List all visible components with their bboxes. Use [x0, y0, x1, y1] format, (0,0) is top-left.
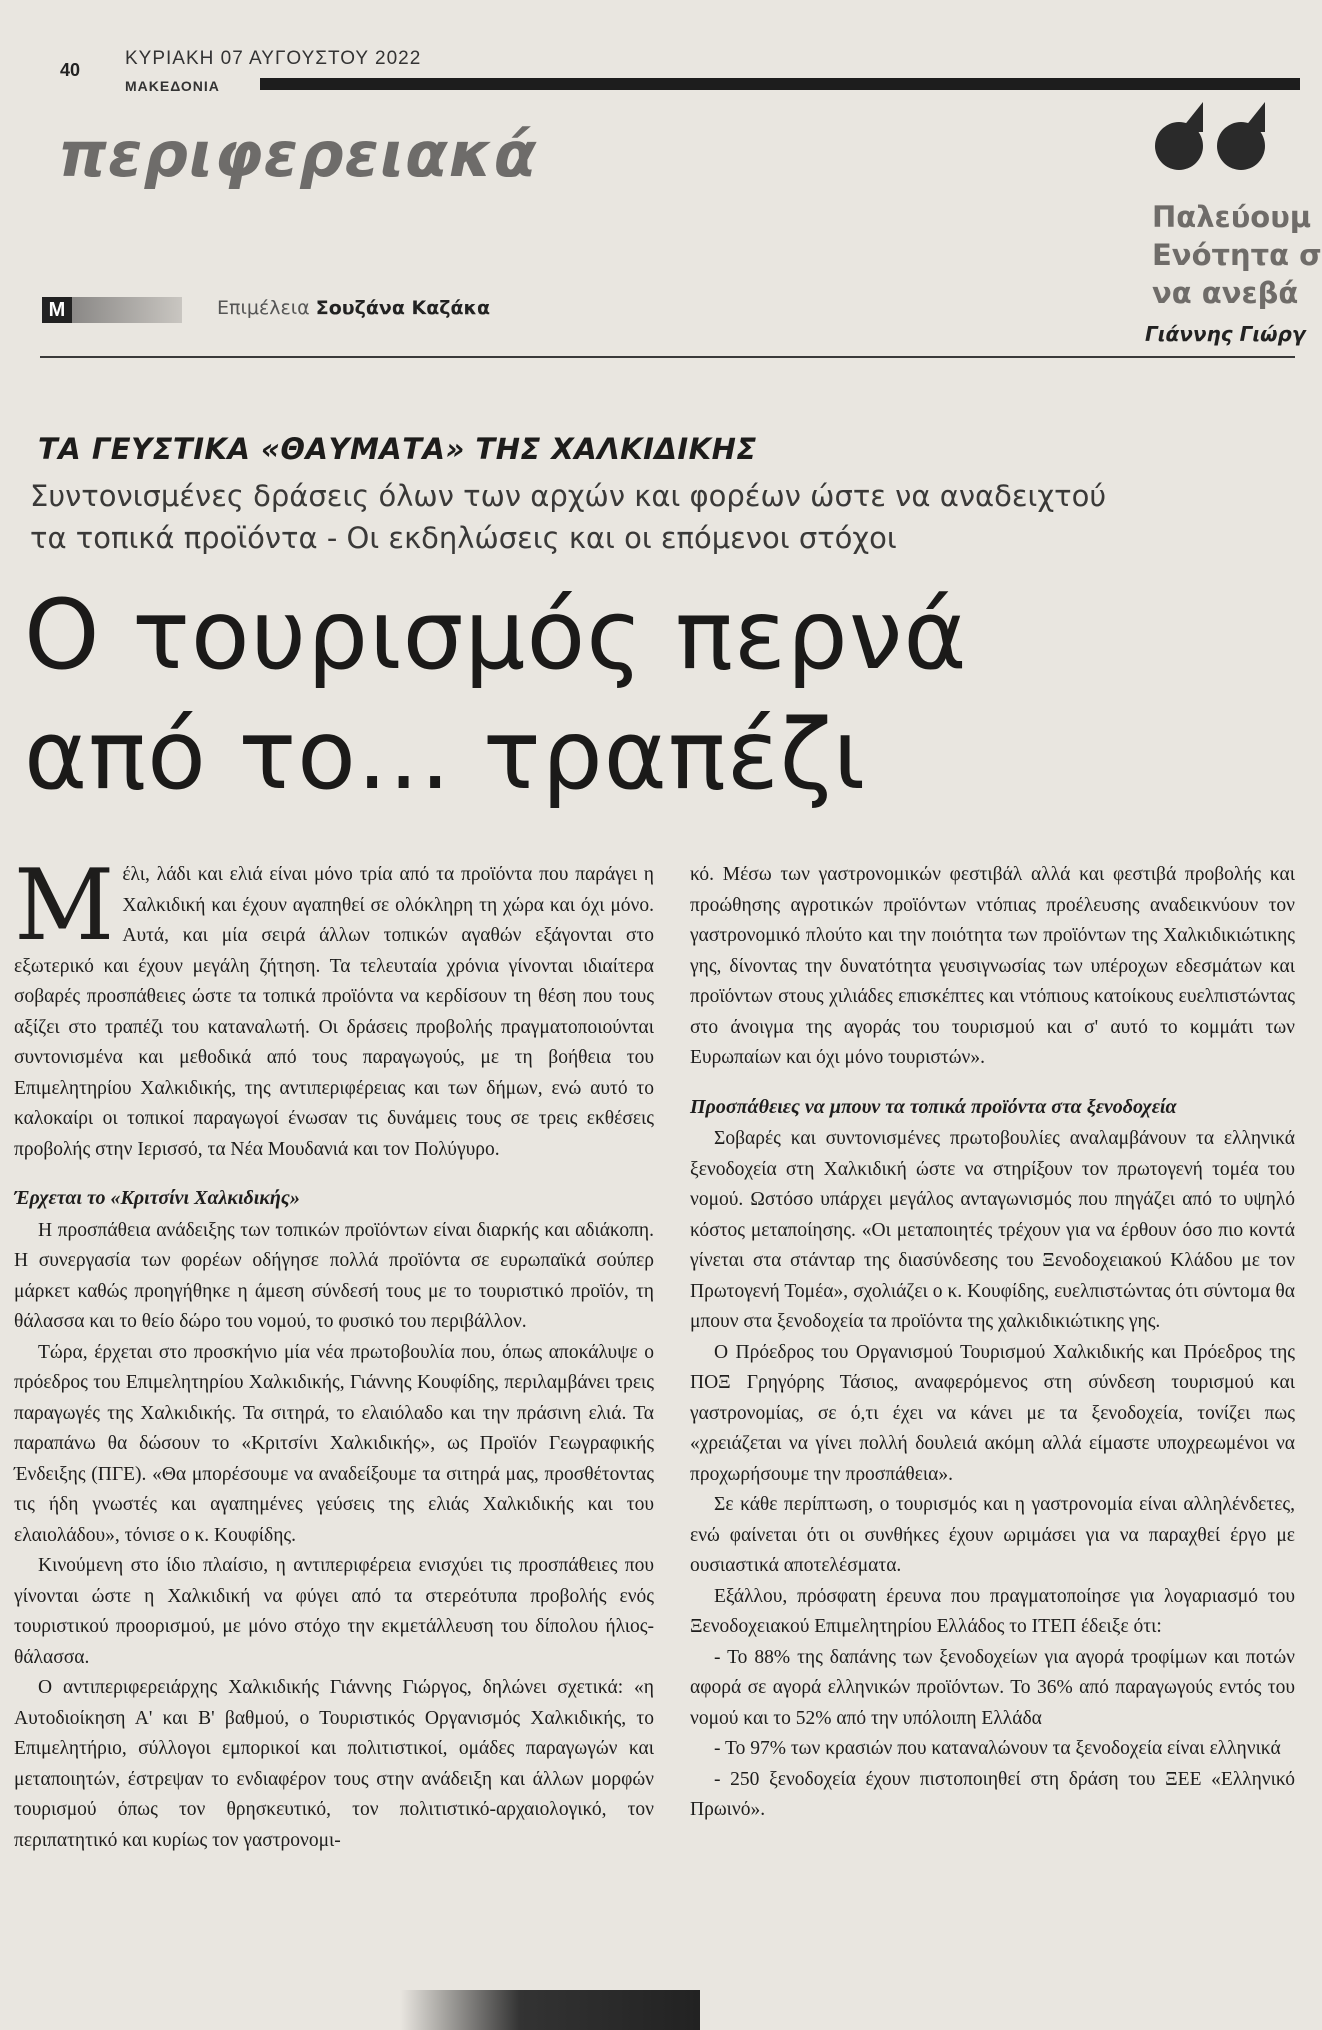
photo-edge: [400, 1990, 700, 2030]
logo-gradient: [72, 297, 182, 323]
page-number: 40: [60, 60, 81, 80]
subheading: Προσπάθειες να μπουν τα τοπικά προϊόντα στα ξενοδοχεία: [690, 1095, 1177, 1118]
section-title: περιφερειακά: [58, 118, 538, 191]
editor-line: [217, 297, 490, 319]
article-kicker: ΤΑ ΓΕΥΣΤΙΚΑ «ΘΑΥΜΑΤΑ» ΤΗΣ ΧΑΛΚΙΔΙΚΗΣ: [38, 432, 757, 466]
editor-prefix: Επιμέλεια: [217, 297, 310, 319]
side-quote-author: Γιάννης Γιώργ: [1145, 322, 1306, 346]
editor-name: Σουζάνα Καζάκα: [315, 297, 491, 319]
article-subtitle: [30, 475, 1106, 559]
bullet-item: - 250 ξενοδοχεία έχουν πιστοποιηθεί στη δράση του ΞΕΕ «Ελληνικό Πρωινό».: [690, 1768, 1295, 1820]
section-divider: [40, 356, 1295, 358]
side-quote-line: να ανεβά: [1152, 276, 1299, 310]
quote-marks-icon: [1155, 122, 1295, 192]
section-logo: M: [42, 297, 72, 323]
article-headline: [24, 575, 968, 815]
paragraph: Τώρα, έρχεται στο προσκήνιο μία νέα πρωτοβουλία που, όπως αποκάλυψε ο πρόεδρος του Επιμελητηρίου Χαλκιδικής, Γιάννης Κουφίδης, περιλαμβάνει τρεις παραγωγές της Χαλκιδικής. Τα σιτηρά, το ελαιόλαδο και την πράσινη ελιά. Τα παραπάνω θα δώσουν το «Κριτσίνι Χαλκιδικής», ως Προϊόν Γεωγραφικής Ένδειξης (ΠΓΕ). «Θα μπορέσουμε να αναδείξουμε τα σιτηρά μας, προσθέτοντας τις ήδη γνωστές και αγαπημένες γεύσεις της ελιάς Χαλκιδικής και του ελαιολάδου», τόνισε ο κ. Κουφίδης.: [14, 1341, 654, 1546]
paragraph: Μέλι, λάδι και ελιά είναι μόνο τρία από τα προϊόντα που παράγει η Χαλκιδική και έχουν αγαπηθεί σε ολόκληρη τη χώρα και όχι μόνο. Αυτά, και μία σειρά άλλων τοπικών αγαθών εξάγονται στο εξωτερικό και έχουν μεγάλη ζήτηση. Τα τελευταία χρόνια γίνονται ιδιαίτερα σοβαρές προσπάθειες ώστε τα τοπικά προϊόντα να κερδίσουν τη θέση που τους αξίζει στο τραπέζι του καταναλωτή. Οι δράσεις προβολής πραγματοποιούνται συντονισμένα και μεθοδικά από τους παραγωγούς, με τη βοήθεια του Επιμελητηρίου Χαλκιδικής, της αντιπεριφέρειας και των δήμων, ενώ αυτό το καλοκαίρι οι τοπικοί παραγωγοί ένωσαν τις δυνάμεις τους σε τρεις εκθέσεις προβολής στην Ιερισσό, τα Νέα Μουδανιά και τον Πολύγυρο.: [14, 849, 654, 1160]
drop-cap: Μ: [14, 849, 115, 963]
newspaper-name: ΜΑΚΕΔΟΝΙΑ: [125, 78, 220, 94]
paragraph: Εξάλλου, πρόσφατη έρευνα που πραγματοποίησε για λογαριασμό του Ξενοδοχειακού Επιμελητηρίου Ελλάδος το ΙΤΕΠ έδειξε ότι:: [690, 1585, 1295, 1637]
paragraph: κό. Μέσω των γαστρονομικών φεστιβάλ αλλά και φεστιβά προβολής και προώθησης αγροτικών προϊόντων ντόπιας προέλευσης αναδεικνύουν τον γαστρονομικό πλούτο και την ποιότητα των προϊόντων της Χαλκιδικιώτικης γης, δίνοντας την δυνατότητα γευσιγνωσίας των υπέροχων εδεσμάτων και προϊόντων στους χιλιάδες επισκέπτες και ντόπιους κατοίκους ευελπιστώντας στο άνοιγμα της αγοράς του τουρισμού και σ' αυτό το κομμάτι των Ευρωπαίων και όχι μόνο τουριστών».: [690, 864, 1295, 1068]
issue-date: ΚΥΡΙΑΚΗ 07 ΑΥΓΟΥΣΤΟΥ 2022: [125, 48, 422, 69]
paragraph: Σε κάθε περίπτωση, ο τουρισμός και η γαστρονομία είναι αλληλένδετες, ενώ φαίνεται ότι οι συνθήκες έχουν ωριμάσει για να παραχθεί έργο με ουσιαστικά αποτελέσματα.: [690, 1494, 1295, 1576]
paragraph: Κινούμενη στο ίδιο πλαίσιο, η αντιπεριφέρεια ενισχύει τις προσπάθειες που γίνονται ώστε η Χαλκιδική να φύγει από τα στερεότυπα προβολής ενός τουριστικού προορισμού, με μόνο στόχο την εκμετάλλευση του δίπολου ήλιος-θάλασσα.: [14, 1555, 654, 1668]
article-column-2: [690, 860, 1295, 1826]
subtitle-line: Συντονισμένες δράσεις όλων των αρχών και φορέων ώστε να αναδειχτού: [30, 479, 1107, 513]
headline-line: από το... τραπέζι: [24, 699, 867, 811]
bullet-item: - Το 97% των κρασιών που καταναλώνουν τα ξενοδοχεία είναι ελληνικά: [714, 1738, 1281, 1759]
article-column-1: [14, 849, 654, 1856]
header-bar: [260, 78, 1300, 90]
side-quote-line: Παλεύουμ: [1152, 200, 1312, 234]
paragraph: Ο Πρόεδρος του Οργανισμού Τουρισμού Χαλκιδικής και Πρόεδρος της ΠΟΞ Γρηγόρης Τάσιος, αναφερόμενος στη σύνδεση τουρισμού και γαστρονομίας, σε ό,τι έχει να κάνει με τα ξενοδοχεία, τονίζει πως «χρειάζεται να γίνει πολλή δουλειά ακόμη αλλά είμαστε υποχρεωμένοι να προχωρήσουμε την προσπάθεια».: [690, 1341, 1295, 1485]
paragraph: Σοβαρές και συντονισμένες πρωτοβουλίες αναλαμβάνουν τα ελληνικά ξενοδοχεία στη Χαλκιδική ώστε να στηρίξουν τον πρωτογενή τομέα του νομού. Ωστόσο υπάρχει μεγάλος ανταγωνισμός που πηγάζει από το υψηλό κόστος μεταποίησης. «Οι μεταποιητές τρέχουν για να έρθουν όσο πιο κοντά γίνεται στα στάνταρ της διασύνδεσης του Ξενοδοχειακού Κλάδου με τον Πρωτογενή Τομέα», σχολιάζει ο κ. Κουφίδης, ευελπιστώντας ότι σύντομα θα μπουν στα ξενοδοχεία τα προϊόντα της χαλκιδικιώτικης γης.: [690, 1128, 1295, 1332]
side-quote-line: Ενότητα σ: [1152, 238, 1322, 272]
subtitle-line: τα τοπικά προϊόντα - Οι εκδηλώσεις και οι επόμενοι στόχοι: [30, 521, 897, 555]
paragraph: Η προσπάθεια ανάδειξης των τοπικών προϊόντων είναι διαρκής και αδιάκοπη. Η συνεργασία των φορέων οδήγησε πολλά προϊόντα σε ευρωπαϊκά σούπερ μάρκετ καθώς προηγήθηκε η άμεση σύνδεσή τους με το τουριστικό προϊόν, τη θάλασσα και το θείο δώρο του νομού, το φυσικό του περιβάλλον.: [14, 1219, 654, 1332]
paragraph: Ο αντιπεριφερειάρχης Χαλκιδικής Γιάννης Γιώργος, δηλώνει σχετικά: «η Αυτοδιοίκηση Α' και Β' βαθμού, ο Τουριστικός Οργανισμός Χαλκιδικής, το Επιμελητήριο, σύλλογοι εμπορικοί και πολιτιστικοί, ομάδες παραγωγών και μεταποιητών, έστρεψαν το ενδιαφέρον τους στην ανάδειξη και άλλων μορφών τουρισμού όπως τον θρησκευτικό, τον πολιτιστικό-αρχαιολογικό, τον περιπατητικό και κυρίως τον γαστρονομι-: [14, 1677, 654, 1851]
bullet-item: - Το 88% της δαπάνης των ξενοδοχείων για αγορά τροφίμων και ποτών αφορά σε αγορά ελληνικών προϊόντων. Το 36% από παραγωγούς εντός του νομού και το 52% από την υπόλοιπη Ελλάδα: [690, 1646, 1295, 1729]
page-header: [40, 38, 1300, 98]
editor-credit: [42, 295, 522, 325]
headline-line: Ο τουρισμός περνά: [24, 579, 968, 691]
subheading: Έρχεται το «Κριτσίνι Χαλκιδικής»: [14, 1187, 300, 1209]
side-quote: [1152, 198, 1322, 312]
